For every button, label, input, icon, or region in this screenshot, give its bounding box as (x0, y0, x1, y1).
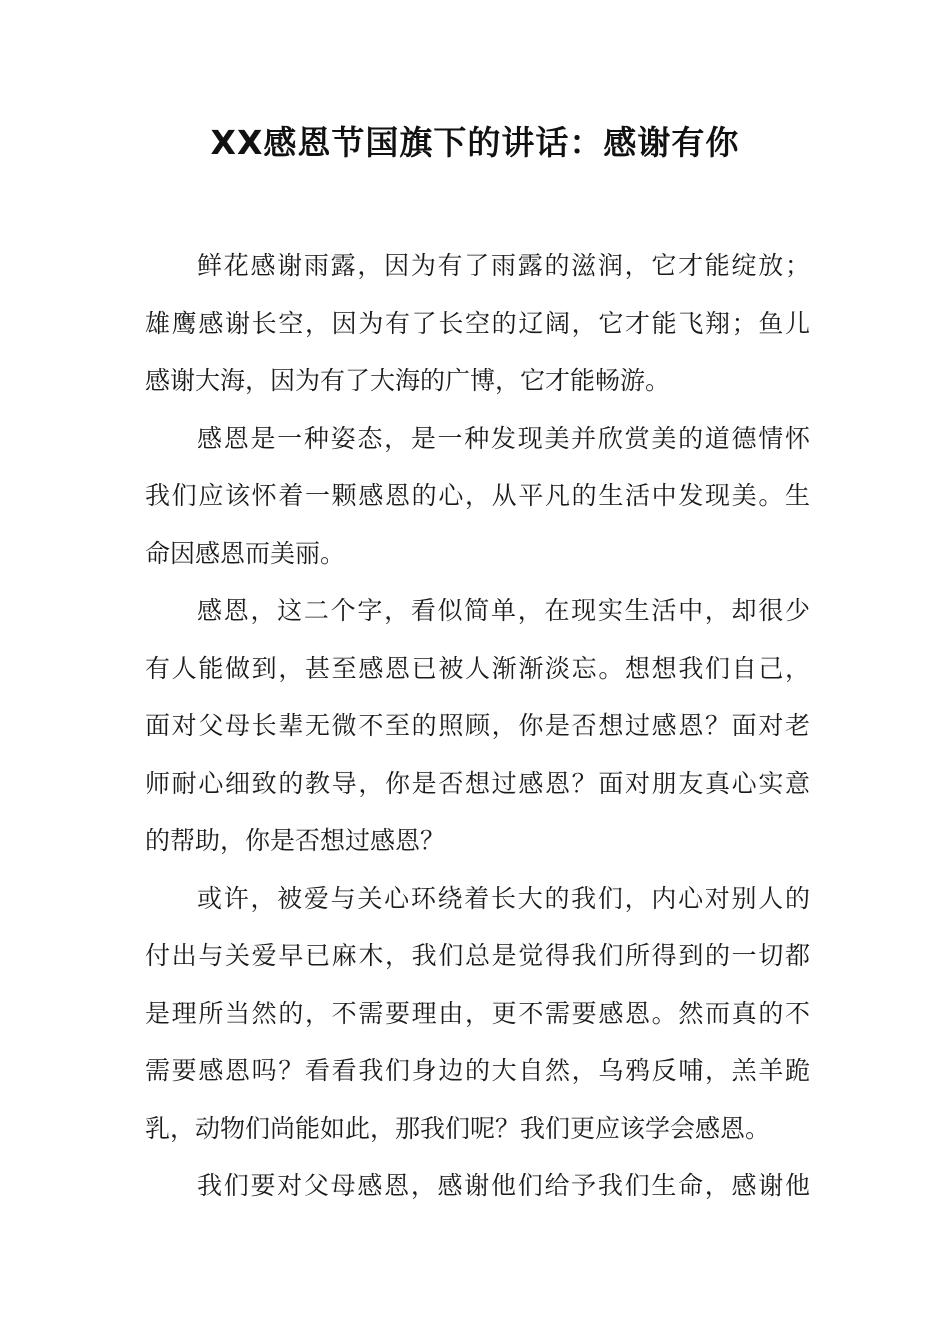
paragraph-line: 师耐心细致的教导，你是否想过感恩？面对朋友真心实意 (145, 768, 810, 798)
paragraph-4 (145, 870, 810, 1158)
paragraph-line: 我们要对父母感恩，感谢他们给予我们生命，感谢他 (197, 1171, 810, 1200)
paragraph-line: 感恩，这二个字，看似简单，在现实生活中，却很少 (197, 596, 810, 625)
paragraph-2 (145, 410, 810, 583)
paragraph-3 (145, 582, 810, 870)
paragraph-line: 鲜花感谢雨露，因为有了雨露的滋润，它才能绽放； (197, 251, 810, 280)
paragraph-line: 命因感恩而美丽。 (145, 538, 346, 568)
paragraph-line: 雄鹰感谢长空，因为有了长空的辽阔，它才能飞翔；鱼儿 (145, 308, 810, 338)
document-title: XX感恩节国旗下的讲话：感谢有你 (210, 123, 740, 162)
paragraph-line: 乳，动物们尚能如此，那我们呢？我们更应该学会感恩。 (145, 1113, 771, 1143)
paragraph-line: 是理所当然的，不需要理由，更不需要感恩。然而真的不 (145, 998, 810, 1028)
paragraph-line: 需要感恩吗？看看我们身边的大自然，乌鸦反哺，羔羊跪 (145, 1056, 810, 1085)
document-body (145, 237, 810, 1215)
paragraph-line: 感恩是一种姿态，是一种发现美并欣赏美的道德情怀 (197, 423, 810, 453)
paragraph-1 (145, 237, 810, 410)
paragraph-line: 感谢大海，因为有了大海的广博，它才能畅游。 (145, 366, 671, 395)
paragraph-line: 面对父母长辈无微不至的照顾，你是否想过感恩？面对老 (145, 711, 810, 740)
paragraph-line: 付出与关爱早已麻木，我们总是觉得我们所得到的一切都 (145, 941, 810, 970)
paragraph-line: 的帮助，你是否想过感恩？ (145, 826, 446, 855)
paragraph-line: 我们应该怀着一颗感恩的心，从平凡的生活中发现美。生 (145, 481, 810, 510)
paragraph-5 (145, 1157, 810, 1215)
paragraph-line: 或许，被爱与关心环绕着长大的我们，内心对别人的 (197, 883, 810, 913)
paragraph-line: 有人能做到，甚至感恩已被人渐渐淡忘。想想我们自己， (145, 653, 810, 683)
